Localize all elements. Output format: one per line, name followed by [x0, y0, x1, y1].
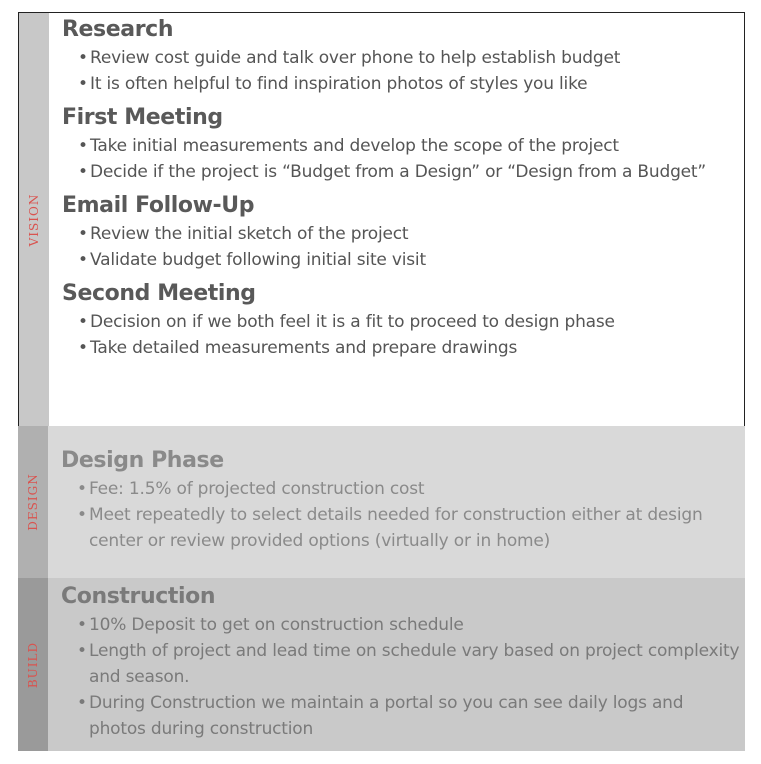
section-title: Construction [61, 584, 216, 609]
bullet-list [77, 476, 745, 554]
section-title: Second Meeting [62, 281, 256, 306]
build-label: BUILD [26, 641, 40, 688]
vision-side-bar [19, 13, 49, 426]
vision-label: VISION [27, 193, 41, 246]
build-side-bar [18, 578, 48, 751]
list-item: • Validate budget following initial site visit [78, 247, 744, 273]
list-item: • 10% Deposit to get on construction schedule [77, 612, 745, 638]
section-title: Email Follow-Up [62, 193, 255, 218]
list-item: • Take initial measurements and develop the scope of the project [78, 133, 744, 159]
list-item: • Fee: 1.5% of projected construction cost [77, 476, 745, 502]
section-title: First Meeting [62, 105, 223, 130]
section-design-phase [61, 446, 745, 554]
list-item: • Review the initial sketch of the project [78, 221, 744, 247]
list-item: • Decide if the project is “Budget from a Design” or “Design from a Budget” [78, 159, 744, 185]
list-item: • Length of project and lead time on schedule vary based on project complexity and season. [77, 638, 745, 690]
vision-content [62, 15, 744, 426]
build-content [61, 582, 745, 751]
section-first-meeting [62, 103, 744, 185]
bullet-list [78, 309, 744, 361]
bullet-list [78, 45, 744, 97]
design-label: DESIGN [26, 473, 40, 531]
section-research [62, 15, 744, 97]
list-item: • It is often helpful to find inspiration photos of styles you like [78, 71, 744, 97]
vision-phase-panel [18, 12, 745, 427]
build-phase-panel [18, 578, 745, 751]
bullet-list [78, 221, 744, 273]
list-item: • Meet repeatedly to select details needed for construction either at design center or review provided options (virtually or in home) [77, 502, 745, 554]
design-content [61, 446, 745, 578]
section-construction [61, 582, 745, 742]
list-item: • Decision on if we both feel it is a fit to proceed to design phase [78, 309, 744, 335]
section-title: Design Phase [61, 448, 224, 473]
list-item: • Review cost guide and talk over phone to help establish budget [78, 45, 744, 71]
design-side-bar [18, 426, 48, 578]
bullet-list [77, 612, 745, 742]
list-item: • Take detailed measurements and prepare drawings [78, 335, 744, 361]
bullet-list [78, 133, 744, 185]
section-second-meeting [62, 279, 744, 361]
section-title: Research [62, 17, 174, 42]
design-phase-panel [18, 426, 745, 578]
list-item: • During Construction we maintain a portal so you can see daily logs and photos during construction [77, 690, 745, 742]
section-email-follow-up [62, 191, 744, 273]
